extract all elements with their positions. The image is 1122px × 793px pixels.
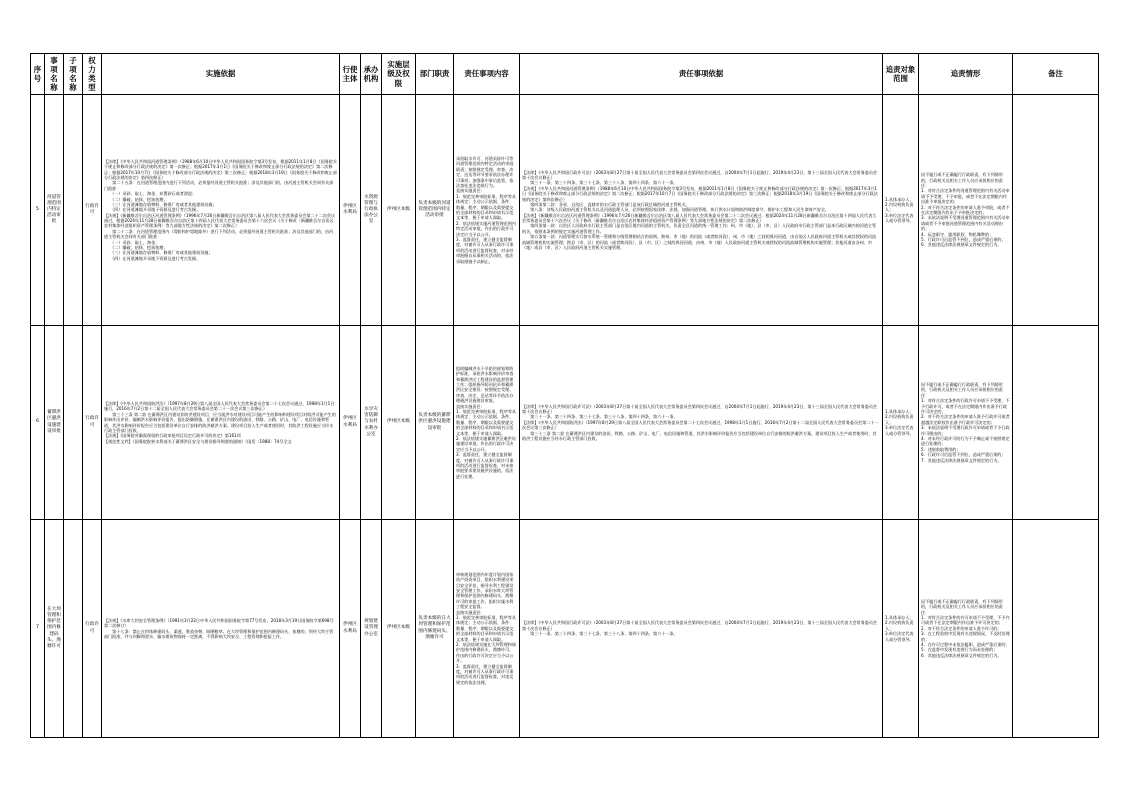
header-handling-org: 承办机构 (361, 54, 382, 95)
cell-level: 伊州区本级 (382, 326, 416, 520)
header-seq: 序号 (31, 54, 45, 95)
cell-admin-subject: 伊州区水利局 (340, 95, 361, 326)
cell-item-name: 河道管理范围内特定活动审批 (45, 95, 64, 326)
table-row (31, 95, 1099, 326)
cell-remarks (1013, 95, 1099, 326)
header-resp-basis: 责任事项依据 (520, 54, 883, 95)
resp-basis-text: 【法律】《中华人民共和国行政许可法》（2003年8月27日第十届全国人民代表大会常务委员会第四次会议通过，自2004年7月1日起施行，2019年4月23日，第十三届全国人民代表大会常务委员会第十次会议修正） 第三十一条、第三十四条、第三十七条、第三十八条、第四十四条、第六十一条。 【法规】《中华人民共和国河道管理条例》（1988年6月10日中华人民共和国国务院令第3号发布，根据2011年1月8日《国务院关于废止和修改部分行政法规的决定》第一次修正；根据2017年3月1日《国务院关于修改和废止部分行政法规的决定》第二次修正；根据2017年10月7日《国务院关于修改部分行政法规的决定》第三次修正；根据2018年3月19日《国务院关于修改和废止部分行政法规的决定》第四次修正） 第四条第二款：各省、自治区、直辖市的水行政主管部门是该行政区域的河道主管机关。 第八条：各级人民政府河道主管机关以及河道监理人员，必须按照国家法律、法规，加强河道管理，执行供水计划和防洪调度命令，维护水工程和人民生命财产安全。 【法规】《新疆维吾尔自治区河道管理条例》（1996年7月26日新疆维吾尔自治区第八届人民代表大会常务委员会第二十二次会议通过，根据2024年11月28日新疆维吾尔自治区第十四届人民代表大会常务委员会第十六次会议《关于修改〈新疆维吾尔自治区农村集体经济组织资产管理条例〉等九部地方性法规的决定》第二次修正） 第四条第一款：自治区人民政府水行政主管部门是自治区境内河道的主管机关，负责全区河道的统一管理工作；州、市（地）、县（市、区）人民政府水行政主管部门是本行政区域内的河道主管机关，依照本条例的规定实施河道管理工作。 第五条第一款：河道管理实行按水系统一管理和分级管理相结合的原则。跨州、市（地）的河流（或者跨河段）、州、市（地）之间的界河河道，由自治区人民政府河道主管机关或其授权的河流流域管理机构实施管理；跨县（市、区）的河流（或者跨河段）、县（市、区）之间的界河河道，由州、市（地）人民政府河道主管机关或授权的河流流域管理机构实施管理；其他河道由各州、市（地）或县（市、区）人民政府河道主管机关实施管理。 (522, 169, 878, 251)
header-resp-content: 责任事项内容 (454, 54, 520, 95)
basis-text: 【法规】《水库大坝安全管理条例》（1991年3月22日中华人民共和国国务院令第77号发布，2018年3月19日国务院令第698号第二次修订） 第十七条：禁止在坝体修建码头、渠道、堆放杂物、晾晒粮草。在大坝管理和保护范围内修建码头、鱼塘的，须经大坝主管部门批准，并与坝脚和泄水、输水建筑物保持一定距离，不得影响大坝安全、工程管理和抢险工作。 (104, 617, 334, 639)
header-sub-item-name: 子项名称 (64, 54, 83, 95)
cell-resp-content (454, 326, 520, 520)
header-level: 实施层级及权限 (382, 54, 416, 95)
cell-seq: 6 (31, 326, 45, 520)
cell-seq: 7 (31, 520, 45, 738)
cell-level: 伊州区本级 (382, 520, 416, 738)
cell-remarks (1013, 520, 1099, 738)
cell-account-scope (883, 520, 919, 738)
cell-power-type: 行政许可 (83, 95, 102, 326)
account-cases-text: 因不履行或不正确履行行政职责，有下列情形的，行政机关及相关工作人员应承担相应的责任： 1．对符合法定条件的河道管理范围内有关活动申请不予受理、不予审批，或者不在法定期限内作出准予审批决定的； 2．对不符合法定条件的申请人准予审批，或者不在法定期限内作出不予审批决定的； 3．未依法说明不受理河道管理范围内有关活动申请或者不予审批河道管理范围内有关活动理由的； 4．玩忽职守、滥用职权、徇私舞弊的； 5．行政许可后监管不到位，造成严重后果的； 6．其他违反法律法规规章文件规定的行为。 (921, 172, 1010, 248)
header-item-name: 事项名称 (45, 54, 64, 95)
header-account-scope: 追责对象范围 (883, 54, 919, 95)
resp-content-text: 承担取水许可、河道采砂许可等河道管理范围内特定活动的审批职责；按照规定受理、审查、决定、送达等环节要求依法办理许可事项；加强事中事后监管，依法查处违法违规行为。 直接实施责任： 1．规范完善审批标准、程序等具体规定；主动公示依据、条件、数量、程序、期限以及需要提交的全部材料的目录和申请书示范文本等，便于申请人阅取。 2．依法依规实施河道管理范围内特定活动审批，作出的行政许可决定应当予以公开。 3．监督责任，建立健全监督制度，对被许可人从事行政许可事项的活动进行监督检查，对未经审批擅自从事相关活动的，依法采取措施予以制止。 (456, 156, 516, 264)
cell-basis (102, 326, 340, 520)
table-row (31, 520, 1099, 738)
cell-remarks (1013, 326, 1099, 520)
cell-item-name: 蓄滞洪区避洪设施建设审批 (45, 326, 64, 520)
responsibility-table (30, 53, 1099, 738)
cell-sub-item-name (64, 326, 83, 520)
basis-text: 【法律】《中华人民共和国防洪法》（1997年8月29日第八届全国人民代表大会常务委员会第二十七次会议通过，1998年1月1日施行，2016年7月2日第十二届全国人民代表大会常务委员会第二十一次会议第三次修正） 第三十三条 第二款 在蓄滞洪区内建设非防洪建设项目，应当就洪水对建设项目可能产生的影响和建设项目对防洪可能产生的影响作出评价，编制洪水影响评价报告，提出防御措施。在蓄滞洪区内建设的油田、铁路、公路、矿山、电厂、电信设施和管道，其洪水影响评价报告应当包括建设单位自行安排的防洪避洪方案。建设项目投入生产或者使用时，其防洪工程设施应当经水行政主管部门验收。 【法规】《国务院对确需保留的行政审批项目设定行政许可的决定》第161项 【规范性文件】《国务院批转水利部关于蓄滞洪区安全与建设指导纲要的通知》（国发〔1988〕74号全文 (104, 400, 336, 444)
basis-text: 【法律】《中华人民共和国河道管理条例》（1988年6月10日中华人民共和国国务院令第3号发布，根据2011年1月8日《国务院关于废止和修改部分行政法规的决定》第一次修正；根据2017年3月1日《国务院关于修改和废止部分行政法规的决定》第二次修正；根据2017年10月7日《国务院关于修改部分行政法规的决定》第三次修正；根据2018年3月19日《国务院关于修改和废止部分行政法规的决定》第四次修正） 第二十五条：在河道管理范围内进行下列活动，必须报经河道主管机关批准；涉及其他部门的，由河道主管机关会同有关部门批准： （一）采砂、取土、淘金、弃置砂石或者淤泥； （二）爆破、钻探、挖筑鱼塘； （三）在河道滩地存放物料、修建厂房或者其他建筑设施； （四）在河道滩地开采地下资源及进行考古发掘。 【法规】《新疆维吾尔自治区河道管理条例》（1996年7月26日新疆维吾尔自治区第八届人民代表大会常务委员会第二十二次会议通过，根据2024年11月28日新疆维吾尔自治区第十四届人民代表大会常务委员会第十六次会议《关于修改〈新疆维吾尔自治区农村集体经济组织资产管理条例〉等九部地方性法规的决定》第二次修正） 第二十二条：在河道管理范围内（堤防和护堤地除外）进行下列活动，必须报经河道主管机关批准；涉及其他部门的，由河道主管机关会同有关部门批准： （一）采砂、取土、淘金； （二）爆破、钻探、挖筑鱼塘； （三）在河道滩地存放物料、修建厂房或其他建筑设施； （四）在河道滩地开采地下资源及进行考古发掘。 (104, 158, 337, 261)
cell-admin-subject: 伊州区水利局 (340, 520, 361, 738)
account-scope-text: 1.具体承办人； 2.内设机构负责人； 3.单位法定代表人或分管领导。 (885, 196, 914, 224)
header-power-type: 权力类型 (83, 54, 102, 95)
table-row (31, 326, 1099, 520)
cell-seq: 5 (31, 95, 45, 326)
header-account-cases: 追责情形 (919, 54, 1013, 95)
cell-power-type: 行政许可 (83, 520, 102, 738)
cell-account-cases (919, 326, 1013, 520)
cell-resp-content (454, 95, 520, 326)
cell-dept-duty: 负责本级的河道管理范围内特定活动审批 (416, 95, 454, 326)
cell-resp-basis (520, 95, 883, 326)
resp-content-text: 组织编制洪水干旱防治规划和防护标准，承担洪水影响评价审查和蓄滞洪区工程建设的监督管理工作；组织指导防汛抗旱和蓄滞洪区安全建设；按照规定受理、审查、决定、送达等环节依法办理避洪设施建设审批。 直接实施责任： 1．规范完善审批标准、程序等具体规定；主动公示依据、条件、数量、程序、期限以及需要提交的全部材料的目录和申请书示范文本等，便于申请人阅取。 2．依法依规实施蓄滞洪区避洪设施建设审批，作出的行政许可决定应当予以公开。 3．监督责任，建立健全监督制度，对被许可人从事行政许可事项的活动进行监督检查，对未按审批要求建设避洪设施的，依法进行处理。 (456, 365, 516, 479)
cell-account-scope (883, 326, 919, 520)
account-cases-text: 因不履行或不正确履行行政职责，有下列情形的，行政机关及相关工作人员应承担相应的责任： 1．对符合法定条件的行政许可申请不予受理、不予行政许可，或者不在法定期限内作出准予行政许可决定的； 2．对不符合法定条件的申请人准予行政许可或者超越法定职权作出准予行政许可决定的； 3．未依法说明不受理行政许可申请或者不予行政许可理由的； 4．对未经行政许可的行为不予制止或不按照规定进行处理的； 5．违规收取费用的； 6．行政许可后监管不到位，造成严重后果的； 7．其他违反法律法规规章文件规定的行为。 (921, 382, 1010, 463)
cell-dept-duty: 负责本级的蓄滞洪区避洪设施建设审批 (416, 326, 454, 520)
account-cases-text: 因不履行或不正确履行行政职责，有下列情形的，行政机关及相关工作人员应承担相应的责任： 1．对符合法定条件的许可申请不予受理、不予许可或者不在法定期限内作出准予许可决定的； 2．对不符合法定条件的申请人准予许可的； 3．在工程验收中发现有关违规情况，不及时处理的； 4．在许可过程中未依法履职，造成严重后果的； 5．在监督中发现有违规行为而未处理的； 6．其他违反法律法规规章文件规定的行为。 (921, 598, 1010, 658)
cell-basis (102, 520, 340, 738)
account-scope-text: 1.具体承办人； 2.内设机构负责人； 3.单位法定代表人或分管领导。 (885, 615, 914, 642)
cell-account-cases (919, 520, 1013, 738)
cell-account-cases (919, 95, 1013, 326)
cell-item-name: 在大坝管理和保护范围内修建码头、渔塘许可 (45, 520, 64, 738)
resp-content-text: 审核规划范围内年度计划内国家资产投资项目，组织水利建设项目安全评估，指导水利工程建设安全管理工作，承担水库大坝管理和保护范围内修建码头、渔塘许可的审批工作，组织实施水利工程安全监督。 直接实施责任： 1．规范完善审批标准、程序等具体规定；主动公示依据、条件、数量、程序、期限以及需要提交的全部材料的目录和申请书示范文本等，便于申请人阅取。 2．依法依规实施在大坝管理和保护范围内修建码头、渔塘许可，作出的行政许可决定应当予以公开。 3．监督责任，建立健全监督制度，对被许可人从事行政许可事项的活动进行监督检查，对违反规定的依法处理。 (456, 571, 516, 685)
resp-basis-text: 【法律】《中华人民共和国行政许可法》（2003年8月27日第十届全国人民代表大会常务委员会第四次会议通过，自2004年7月1日起施行，2019年4月23日，第十三届全国人民代表大会常务委员会第十次会议修正） 第三十一条、第三十四条、第三十七条、第三十八条、第四十四条、第六十一条。 【法律】《中华人民共和国防洪法》（1997年8月29日第八届全国人民代表大会常务委员会第二十七次会议通过，1998年1月1日施行，2016年7月2日第十二届全国人民代表大会常务委员会第二十一次会议第三次修正） 第三十三条 第二款 在蓄滞洪区内建设的油田、铁路、公路、矿山、电厂、电信设施和管道，其洪水影响评价报告应当包括建设单位自行安排的防洪避洪方案。建设项目投入生产或者使用时，其防洪工程设施应当经水行政主管部门验收。 (522, 403, 879, 441)
header-remarks: 备注 (1013, 54, 1099, 95)
cell-basis (102, 95, 340, 326)
header-basis: 实施依据 (102, 54, 340, 95)
account-scope-text: 1.具体承办人； 2.内设机构负责人； 3.单位法定代表人或分管领导。 (885, 409, 914, 436)
cell-handling-org: 水旱灾害防御与农村水利办公室 (361, 326, 382, 520)
header-row (31, 54, 1099, 95)
cell-account-scope (883, 95, 919, 326)
cell-dept-duty: 负责本级的在大坝管理和保护范围内修建码头、渔塘许可 (416, 520, 454, 738)
cell-admin-subject: 伊州区水利局 (340, 326, 361, 520)
header-dept-duty: 部门职责 (416, 54, 454, 95)
header-admin-subject: 行使主体 (340, 54, 361, 95)
resp-basis-text: 【法律】《中华人民共和国行政许可法》（2003年8月27日第十届全国人民代表大会常务委员会第四次会议通过，自2004年7月1日起施行，2019年4月23日，第十三届全国人民代表大会常务委员会第十次会议修正） 第三十一条、第三十四条、第三十七条、第三十八条、第四十四条、第六十一条。 (522, 620, 878, 637)
cell-sub-item-name (64, 520, 83, 738)
cell-sub-item-name (64, 95, 83, 326)
cell-resp-basis (520, 520, 883, 738)
cell-power-type: 行政许可 (83, 326, 102, 520)
cell-handling-org: 规划建设管理办公室 (361, 520, 382, 738)
cell-resp-basis (520, 326, 883, 520)
cell-level: 伊州区本级 (382, 95, 416, 326)
cell-resp-content (454, 520, 520, 738)
cell-handling-org: 水资源管理与行政执法办公室 (361, 95, 382, 326)
